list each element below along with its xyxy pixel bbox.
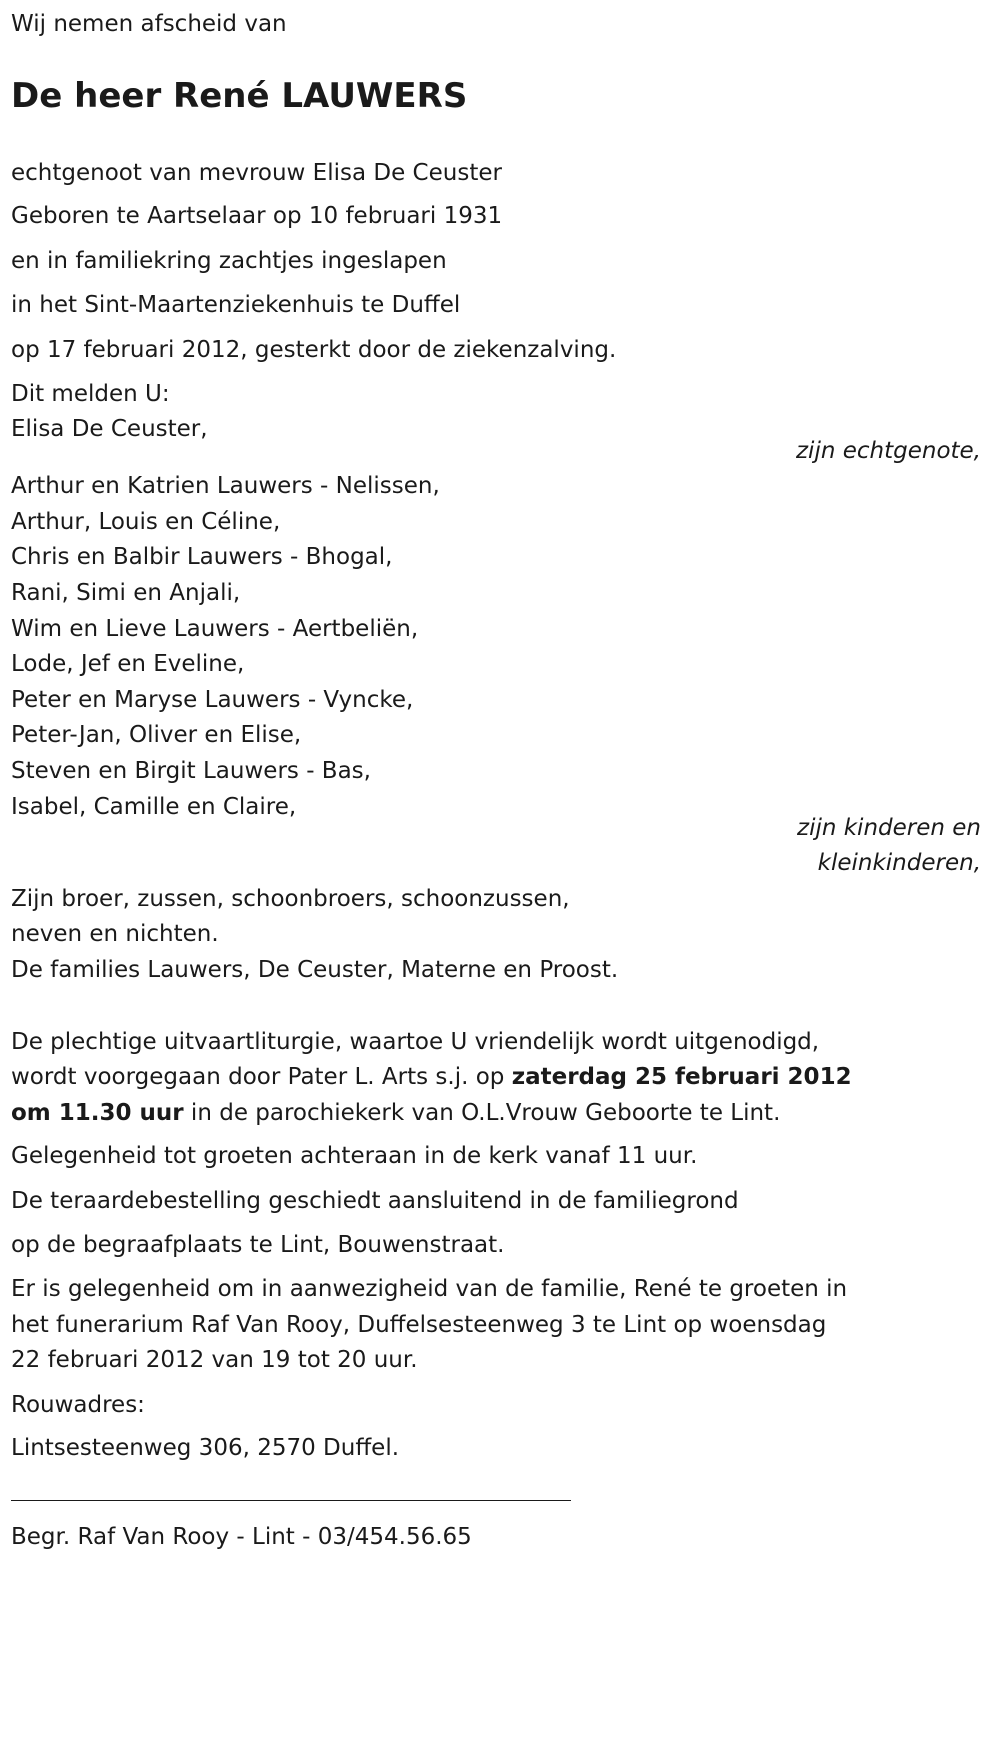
- address-label: Rouwadres:: [11, 1392, 145, 1418]
- service-date: zaterdag 25 februari 2012: [511, 1064, 852, 1090]
- bio-line: echtgenoot van mevrouw Elisa De Ceuster: [11, 160, 502, 186]
- children-role: kleinkinderen,: [817, 850, 981, 876]
- service-text: wordt voorgegaan door Pater L. Arts s.j. op: [11, 1064, 512, 1090]
- relatives-line: neven en nichten.: [11, 921, 219, 947]
- child-line: Lode, Jef en Eveline,: [11, 651, 245, 677]
- bio-line: en in familiekring zachtjes ingeslapen: [11, 248, 447, 274]
- children-role: zijn kinderen en: [797, 815, 981, 841]
- child-line: Arthur, Louis en Céline,: [11, 509, 281, 535]
- burial-line: De teraardebestelling geschiedt aansluitend in de familiegrond: [11, 1188, 739, 1214]
- child-line: Arthur en Katrien Lauwers - Nelissen,: [11, 473, 440, 499]
- announce-label: Dit melden U:: [11, 381, 170, 407]
- child-line: Isabel, Camille en Claire,: [11, 794, 297, 820]
- divider: [11, 1500, 571, 1501]
- deceased-name: De heer René LAUWERS: [11, 76, 468, 116]
- intro-text: Wij nemen afscheid van: [11, 11, 287, 37]
- visitation-line: het funerarium Raf Van Rooy, Duffelsesteenweg 3 te Lint op woensdag: [11, 1312, 827, 1338]
- service-line: [11, 1098, 780, 1128]
- address-value: Lintsesteenweg 306, 2570 Duffel.: [11, 1435, 400, 1461]
- child-line: Chris en Balbir Lauwers - Bhogal,: [11, 544, 393, 570]
- child-line: Steven en Birgit Lauwers - Bas,: [11, 758, 371, 784]
- relatives-line: De families Lauwers, De Ceuster, Materne en Proost.: [11, 957, 619, 983]
- service-time: om 11.30 uur: [11, 1100, 184, 1126]
- bio-line: in het Sint-Maartenziekenhuis te Duffel: [11, 292, 461, 318]
- burial-line: op de begraafplaats te Lint, Bouwenstraat.: [11, 1232, 505, 1258]
- bio-line: Geboren te Aartselaar op 10 februari 1931: [11, 203, 503, 229]
- service-line: [11, 1062, 852, 1092]
- visitation-line: Er is gelegenheid om in aanwezigheid van de familie, René te groeten in: [11, 1276, 848, 1302]
- child-line: Rani, Simi en Anjali,: [11, 580, 241, 606]
- spouse-role: zijn echtgenote,: [795, 438, 981, 464]
- child-line: Wim en Lieve Lauwers - Aertbeliën,: [11, 616, 419, 642]
- undertaker-footer: Begr. Raf Van Rooy - Lint - 03/454.56.65: [11, 1524, 472, 1550]
- child-line: Peter-Jan, Oliver en Elise,: [11, 722, 302, 748]
- bio-line: op 17 februari 2012, gesterkt door de ziekenzalving.: [11, 337, 617, 363]
- relatives-line: Zijn broer, zussen, schoonbroers, schoonzussen,: [11, 886, 570, 912]
- greeting-text: Gelegenheid tot groeten achteraan in de kerk vanaf 11 uur.: [11, 1143, 698, 1169]
- service-line: De plechtige uitvaartliturgie, waartoe U vriendelijk wordt uitgenodigd,: [11, 1029, 820, 1055]
- service-text: in de parochiekerk van O.L.Vrouw Geboorte te Lint.: [183, 1100, 781, 1126]
- child-line: Peter en Maryse Lauwers - Vyncke,: [11, 687, 414, 713]
- visitation-line: 22 februari 2012 van 19 tot 20 uur.: [11, 1347, 418, 1373]
- spouse-name: Elisa De Ceuster,: [11, 416, 208, 442]
